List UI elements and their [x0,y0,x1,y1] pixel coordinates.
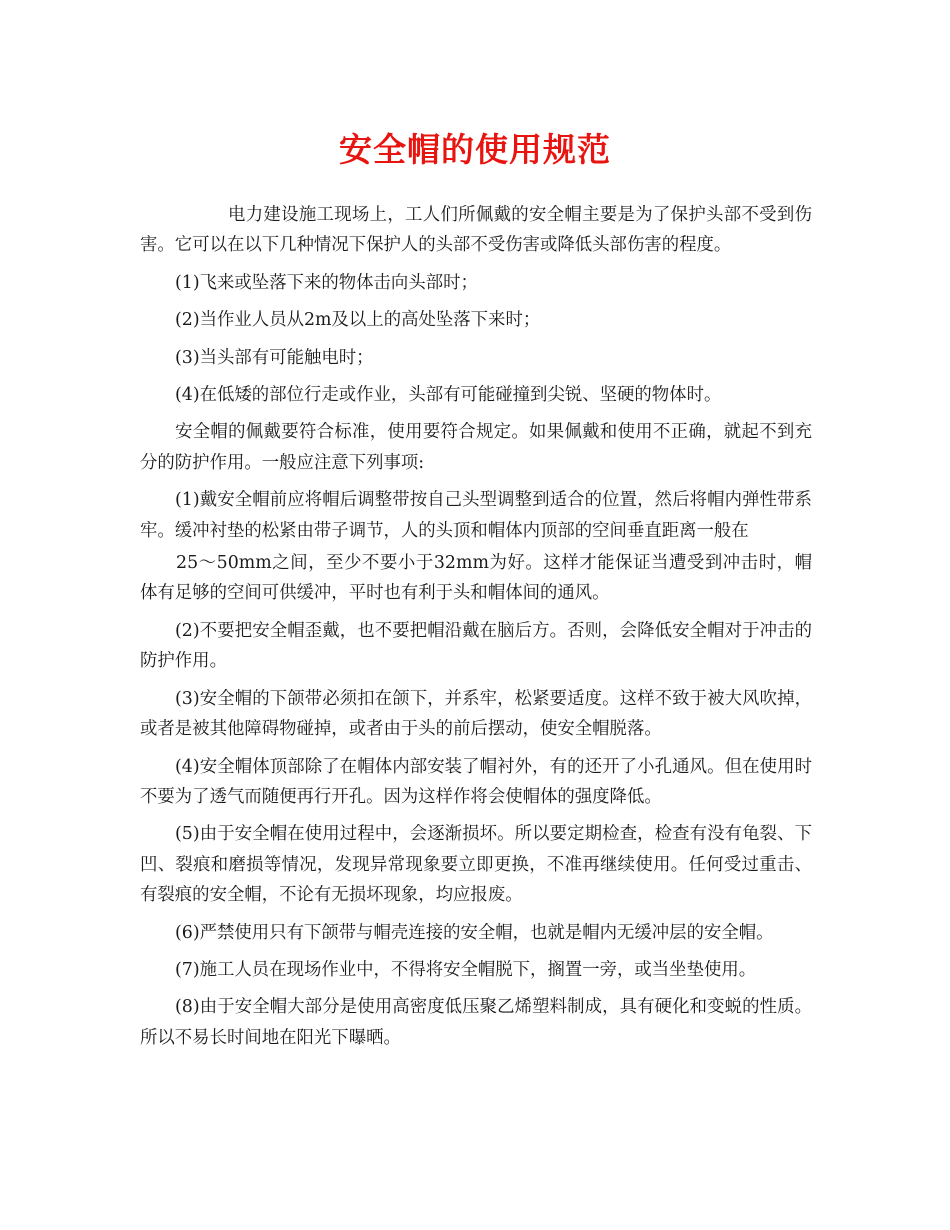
rule-item-2: (2)不要把安全帽歪戴，也不要把帽沿戴在脑后方。否则，会降低安全帽对于冲击的防护作用。 [140,620,812,672]
intro-paragraph: 电力建设施工现场上，工人们所佩戴的安全帽主要是为了保护头部不受到伤害。它可以在以下几种情况下保护人的头部不受伤害或降低头部伤害的程度。 [140,205,812,256]
notice-paragraph: 安全帽的佩戴要符合标准，使用要符合规定。如果佩戴和使用不正确，就起不到充分的防护作用。一般应注意下列事项: [140,422,812,473]
rule-item-3: (3)安全帽的下颌带必须扣在颌下，并系牢，松紧要适度。这样不致于被大风吹掉，或者是被其他障碍物碰掉，或者由于头的前后摆动，使安全帽脱落。 [140,688,812,740]
rule-item-8: (8)由于安全帽大部分是使用高密度低压聚乙烯塑料制成，具有硬化和变蜕的性质。所以不易长时间地在阳光下曝晒。 [140,997,812,1048]
rule-item-7: (7)施工人员在现场作业中，不得将安全帽脱下，搁置一旁，或当坐垫使用。 [175,959,757,980]
rule-item-1-continued: 25～50mm之间，至少不要小于32mm为好。这样才能保证当遭受到冲击时，帽体有足够的空间可供缓冲，平时也有利于头和帽体间的通风。 [140,553,812,604]
list-item-case-3: (3)当头部有可能触电时； [175,347,374,368]
list-item-case-1: (1)飞来或坠落下来的物体击向头部时； [175,272,478,293]
document-title: 安全帽的使用规范 [339,130,611,169]
rule-item-5: (5)由于安全帽在使用过程中，会逐渐损坏。所以要定期检查，检查有没有龟裂、下凹、裂痕和磨损等情况，发现异常现象要立即更换，不准再继续使用。任何受过重击、有裂痕的安全帽，不论有无损坏现象，均应报废。 [140,824,812,906]
rule-item-1: (1)戴安全帽前应将帽后调整带按自己头型调整到适合的位置，然后将帽内弹性带系牢。缓冲衬垫的松紧由带子调节，人的头顶和帽体内顶部的空间垂直距离一般在 [140,490,812,541]
list-item-case-2: (2)当作业人员从2m及以上的高处坠落下来时； [175,310,541,331]
document-body [140,200,812,1060]
rule-item-6: (6)严禁使用只有下颌带与帽壳连接的安全帽，也就是帽内无缓冲层的安全帽。 [175,922,774,943]
list-item-case-4: (4)在低矮的部位行走或作业，头部有可能碰撞到尖锐、坚硬的物体时。 [175,385,722,406]
rule-item-4: (4)安全帽体顶部除了在帽体内部安装了帽衬外，有的还开了小孔通风。但在使用时不要为了透气而随便再行开孔。因为这样作将会使帽体的强度降低。 [140,756,812,807]
